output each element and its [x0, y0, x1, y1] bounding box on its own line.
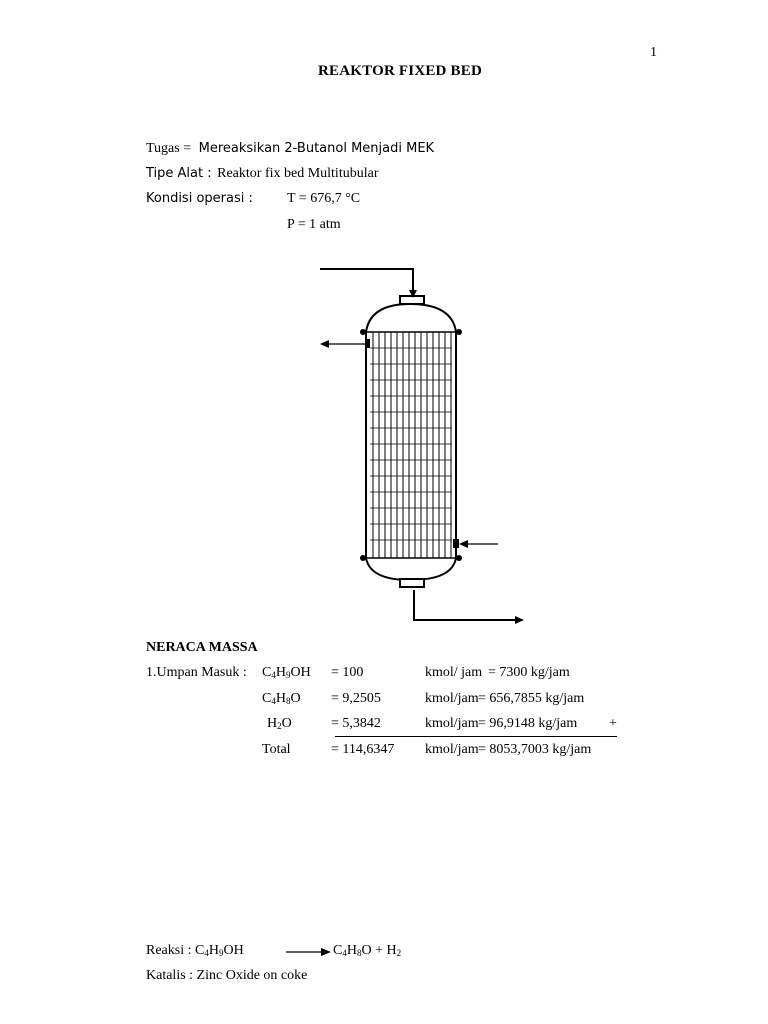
pressure-value: P = 1 atm	[287, 217, 341, 232]
total-mol: = 114,6347	[331, 742, 395, 757]
tugas-label: Tugas =	[146, 141, 192, 156]
document-title: REAKTOR FIXED BED	[318, 63, 482, 79]
row1-mol: = 100	[331, 665, 364, 680]
sum-underline	[335, 736, 617, 737]
reaksi-line	[146, 943, 244, 959]
temperature-value: T = 676,7 °C	[287, 191, 361, 206]
inlet-pipe	[320, 269, 413, 294]
row3-formula: $H_2O$	[267, 716, 292, 731]
tipe-line	[146, 166, 378, 182]
katalis-value: Zinc Oxide on coke	[196, 968, 308, 983]
fixed-bed-reactor-diagram	[310, 260, 530, 630]
umpan-masuk-label: 1.Umpan Masuk :	[146, 665, 247, 680]
baffles	[370, 348, 452, 540]
outlet-pipe	[414, 590, 515, 620]
kondisi-label: Kondisi operasi :	[146, 191, 253, 206]
reaksi-label: Reaksi :	[146, 943, 192, 958]
row3-unit: kmol/jam	[425, 716, 479, 731]
tipe-value: Reaktor fix bed Multitubular	[217, 166, 379, 181]
tugas-line	[146, 141, 434, 157]
row3-kg: = 96,9148 kg/jam	[478, 716, 578, 731]
top-head	[366, 304, 456, 332]
tipe-label: Tipe Alat :	[146, 166, 212, 181]
bottom-nozzle	[400, 579, 424, 587]
product-formula: $C_4H_8O + H_2$	[333, 943, 402, 958]
neraca-heading: NERACA MASSA	[146, 640, 258, 655]
katalis-label: Katalis :	[146, 968, 194, 983]
row1-kg: = 7300 kg/jam	[488, 665, 570, 680]
katalis-line	[146, 968, 307, 984]
tugas-value: Mereaksikan 2-Butanol Menjadi MEK	[198, 141, 435, 156]
row1-formula: $C_4H_9OH$	[262, 665, 311, 680]
reaction-arrow-icon	[286, 946, 332, 958]
top-nozzle	[400, 296, 424, 304]
row2-unit: kmol/jam	[425, 691, 479, 706]
page-number: 1	[650, 45, 657, 60]
row2-mol: = 9,2505	[331, 691, 381, 706]
coolant-outlet-arrow	[320, 339, 370, 348]
row2-kg: = 656,7855 kg/jam	[478, 691, 585, 706]
product-outlet-arrowhead	[515, 616, 524, 624]
reactant-formula: $C_4H_9OH$	[195, 943, 244, 958]
row2-formula: $C_4H_8O$	[262, 691, 301, 706]
total-unit: kmol/jam	[425, 742, 479, 757]
coolant-inlet-arrow	[453, 539, 498, 548]
bottom-head	[366, 558, 456, 580]
total-label: Total	[262, 742, 291, 757]
row3-mol: = 5,3842	[331, 716, 381, 731]
total-kg: = 8053,7003 kg/jam	[478, 742, 592, 757]
row1-unit: kmol/ jam	[425, 665, 483, 680]
row3-plus-sign: +	[609, 716, 617, 731]
